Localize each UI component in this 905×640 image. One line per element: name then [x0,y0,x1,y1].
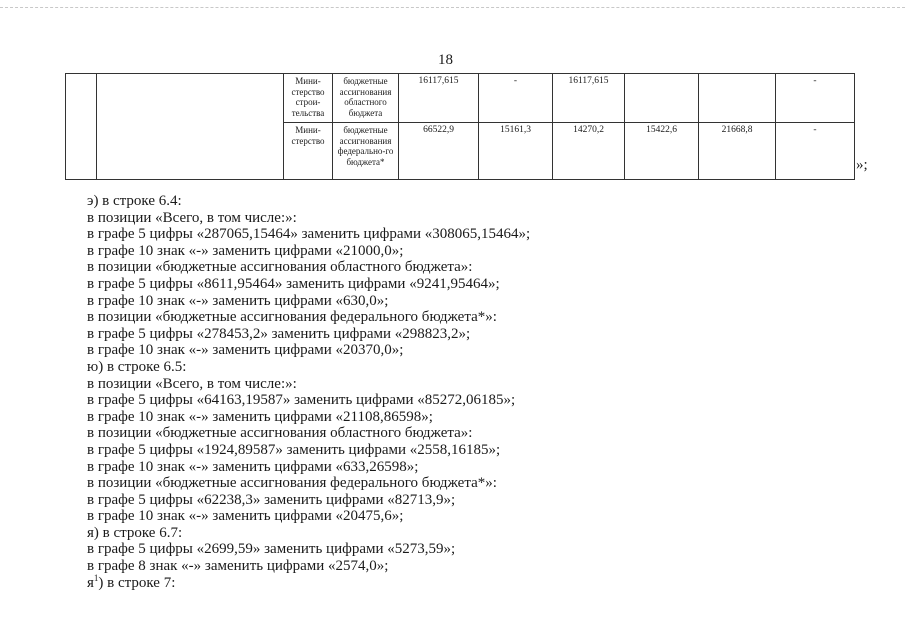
closing-quote: »; [856,157,868,173]
superscript-index: 1 [93,572,99,583]
value-cell [625,74,699,123]
text-line: в графе 10 знак «-» заменить цифрами «20370,0»; [87,342,404,359]
item-letter: я [87,574,94,591]
text-line: в графе 8 знак «-» заменить цифрами «2574,0»; [87,558,389,575]
text-line: в графе 5 цифры «2699,59» заменить цифрами «5273,59»; [87,541,456,558]
row-title-cell [97,74,284,180]
value-cell: 15161,3 [479,123,553,180]
value-cell: - [776,74,855,123]
value-cell: 14270,2 [553,123,625,180]
text-line: в графе 5 цифры «287065,15464» заменить цифрами «308065,15464»; [87,226,531,243]
table-row [66,74,855,123]
text-line: в позиции «Всего, в том числе:»: [87,209,297,226]
funding-source-cell: бюджетные ассигнования федерально-го бюджета* [333,123,399,180]
value-cell: 15422,6 [625,123,699,180]
value-cell: 21668,8 [699,123,776,180]
item-text: ) в строке 7: [98,574,176,591]
text-line: ю) в строке 6.5: [87,358,187,375]
text-line: в графе 5 цифры «1924,89587» заменить цифрами «2558,16185»; [87,441,501,458]
text-line: в графе 5 цифры «8611,95464» заменить цифрами «9241,95464»; [87,275,500,292]
amendment-text [87,193,867,591]
funding-source-cell: бюджетные ассигнования областного бюджета [333,74,399,123]
text-line: в графе 5 цифры «64163,19587» заменить цифрами «85272,06185»; [87,392,516,409]
text-line: в позиции «Всего, в том числе:»: [87,375,297,392]
text-line: в графе 10 знак «-» заменить цифрами «21108,86598»; [87,408,433,425]
organization-cell: Мини-стерство строи-тельства [284,74,333,123]
text-line: в графе 10 знак «-» заменить цифрами «20475,6»; [87,508,404,525]
text-line: в графе 5 цифры «62238,3» заменить цифрами «82713,9»; [87,491,456,508]
row-number-cell [66,74,97,180]
text-line: в позиции «бюджетные ассигнования областного бюджета»: [87,425,473,442]
value-cell: - [479,74,553,123]
text-line: в графе 5 цифры «278453,2» заменить цифрами «298823,2»; [87,325,471,342]
budget-table [65,73,855,180]
value-cell [699,74,776,123]
value-cell: - [776,123,855,180]
page-number: 18 [438,52,453,68]
text-line: э) в строке 6.4: [87,193,182,209]
value-cell: 16117,615 [399,74,479,123]
text-line: в позиции «бюджетные ассигнования областного бюджета»: [87,259,473,276]
text-line: в графе 10 знак «-» заменить цифрами «21000,0»; [87,242,404,259]
text-line: в позиции «бюджетные ассигнования федерального бюджета*»: [87,309,497,326]
text-line: в графе 10 знак «-» заменить цифрами «630,0»; [87,292,389,309]
text-line: я) в строке 6.7: [87,524,183,541]
organization-cell: Мини-стерство [284,123,333,180]
value-cell: 66522,9 [399,123,479,180]
text-line-last [87,572,867,592]
scan-edge-line [0,7,905,8]
value-cell: 16117,615 [553,74,625,123]
text-line: в позиции «бюджетные ассигнования федерального бюджета*»: [87,475,497,492]
text-line: в графе 10 знак «-» заменить цифрами «633,26598»; [87,458,419,475]
